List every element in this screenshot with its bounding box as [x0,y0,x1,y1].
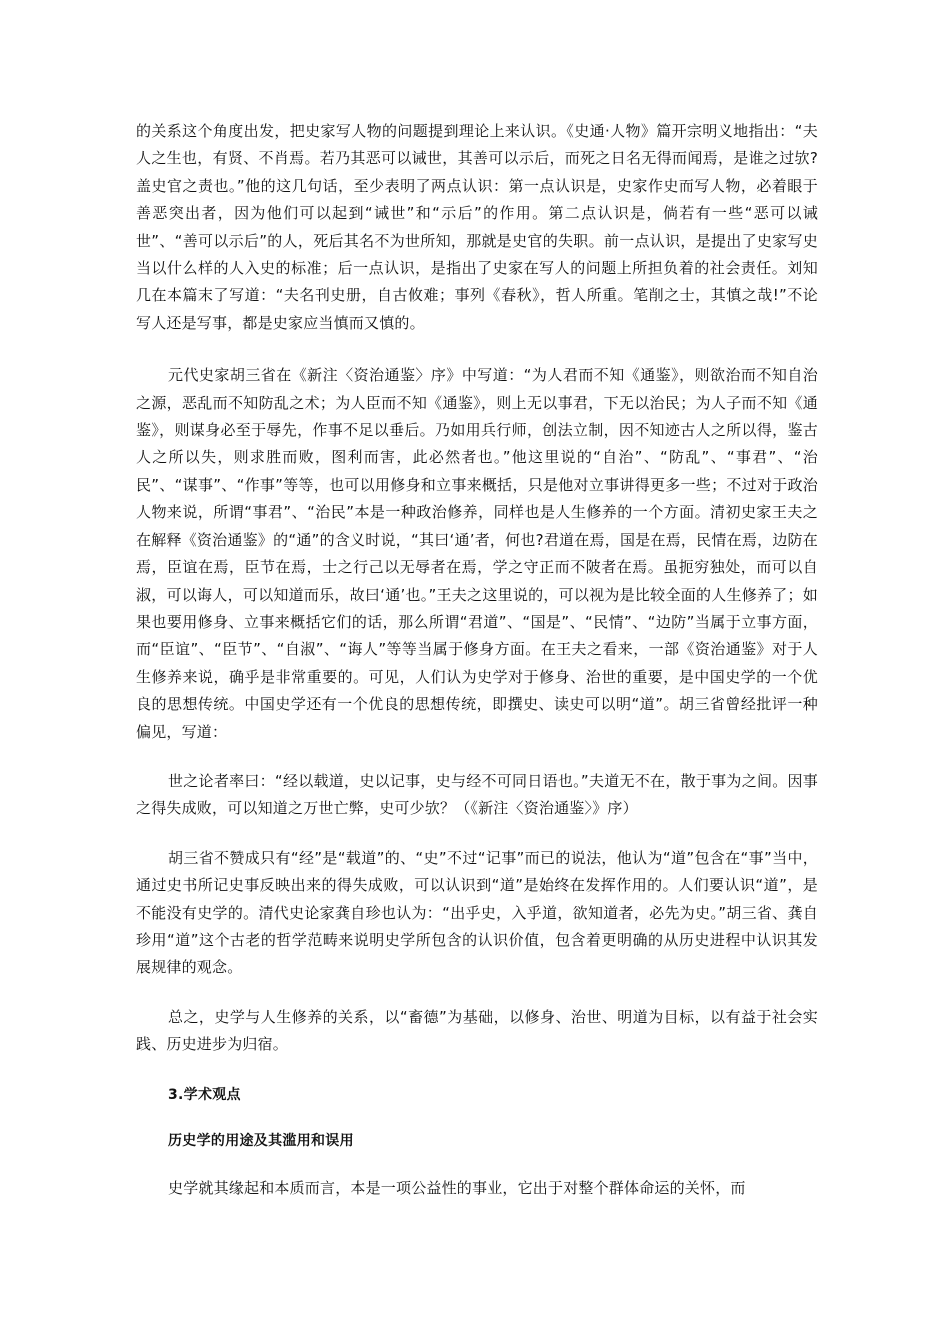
section-heading: 3.学术观点 [168,1086,241,1103]
subsection-heading: 历史学的用途及其滥用和误用 [168,1132,354,1149]
paragraph-dao-in-history: 胡三省不赞成只有“经”是“载道”的、“史”不过“记事”而已的说法，他认为“道”包含在“事”当中，通过史书所记史事反映出来的得失成败，可以认识到“道”是始终在发挥作用的。人们要认识“道”，是不能没有史学的。清代史论家龚自珍也认为：“出乎史，入乎道，欲知道者，必先为史。”胡三省、龚自珍用“道”这个古老的哲学范畴来说明史学所包含的认识价值，包含着更明确的从历史进程中认识其发展规律的观念。 [136,848,818,977]
paragraph-shitong-renwu: 的关系这个角度出发，把史家写人物的问题提到理论上来认识。《史通·人物》篇开宗明义地指出：“夫人之生也，有贤、不肖焉。若乃其恶可以诫世，其善可以示后，而死之日名无得而闻焉，是谁之过欤?盖史官之责也。”他的这几句话，至少表明了两点认识：第一点认识是，史家作史而写人物，必着眼于善恶突出者，因为他们可以起到“诫世”和“示后”的作用。第二点认识是，倘若有一些“恶可以诫世”、“善可以示后”的人，死后其名不为世所知，那就是史官的失职。前一点认识，是提出了史家写史当以什么样的人入史的标准；后一点认识，是指出了史家在写人的问题上所担负着的社会责任。刘知几在本篇末了写道：“夫名刊史册，自古攸难；事列《春秋》，哲人所重。笔削之士，其慎之哉!”不论写人还是写事，都是史家应当慎而又慎的。 [136,122,818,332]
paragraph-hu-sanxing-preface: 元代史家胡三省在《新注〈资治通鉴〉序》中写道：“为人君而不知《通鉴》，则欲治而不知自治之源，恶乱而不知防乱之术；为人臣而不知《通鉴》，则上无以事君，下无以治民；为人子而不知《通鉴》，则谋身必至于辱先，作事不足以垂后。乃如用兵行师，创法立制，因不知迹古人之所以得，鉴古人之所以失，则求胜而败，图利而害，此必然者也。”他这里说的“自治”、“防乱”、“事君”、“治民”、“谋事”、“作事”等等，也可以用修身和立事来概括，只是他对立事讲得更多一些；不过对于政治人物来说，所谓“事君”、“治民”本是一种政治修养，同样也是人生修养的一个方面。清初史家王夫之在解释《资治通鉴》的“通”的含义时说，“其曰‘通’者，何也?君道在焉，国是在焉，民情在焉，边防在焉，臣谊在焉，臣节在焉，士之行己以无辱者在焉，学之守正而不陂者在焉。虽扼穷独处，而可以自淑，可以诲人，可以知道而乐，故曰‘通’也。”王夫之这里说的，可以视为是比较全面的人生修养了；如果也要用修身、立事来概括它们的话，那么所谓“君道”、“国是”、“民情”、“边防”当属于立事方面，而“臣谊”、“臣节”、“自淑”、“诲人”等等当属于修身方面。在王夫之看来，一部《资治通鉴》对于人生修养来说，确乎是非常重要的。可见，人们认为史学对于修身、治世的重要，是中国史学的一个优良的思想传统。中国史学还有一个优良的思想传统，即撰史、读史可以明“道”。胡三省曾经批评一种偏见，写道： [136,366,818,741]
paragraph-conclusion: 总之，史学与人生修养的关系，以“畜德”为基础，以修身、治世、明道为目标，以有益于社会实践、历史进步为归宿。 [136,1007,818,1054]
paragraph-quotation: 世之论者率曰：“经以载道，史以记事，史与经不可同日语也。”夫道无不在，散于事为之间。因事之得失成败，可以知道之万世亡弊，史可少欤？（《新注〈资治通鉴〉》序） [136,771,818,818]
document-body [136,118,818,1202]
paragraph-closing: 史学就其缘起和本质而言，本是一项公益性的事业，它出于对整个群体命运的关怀，而 [168,1178,746,1197]
